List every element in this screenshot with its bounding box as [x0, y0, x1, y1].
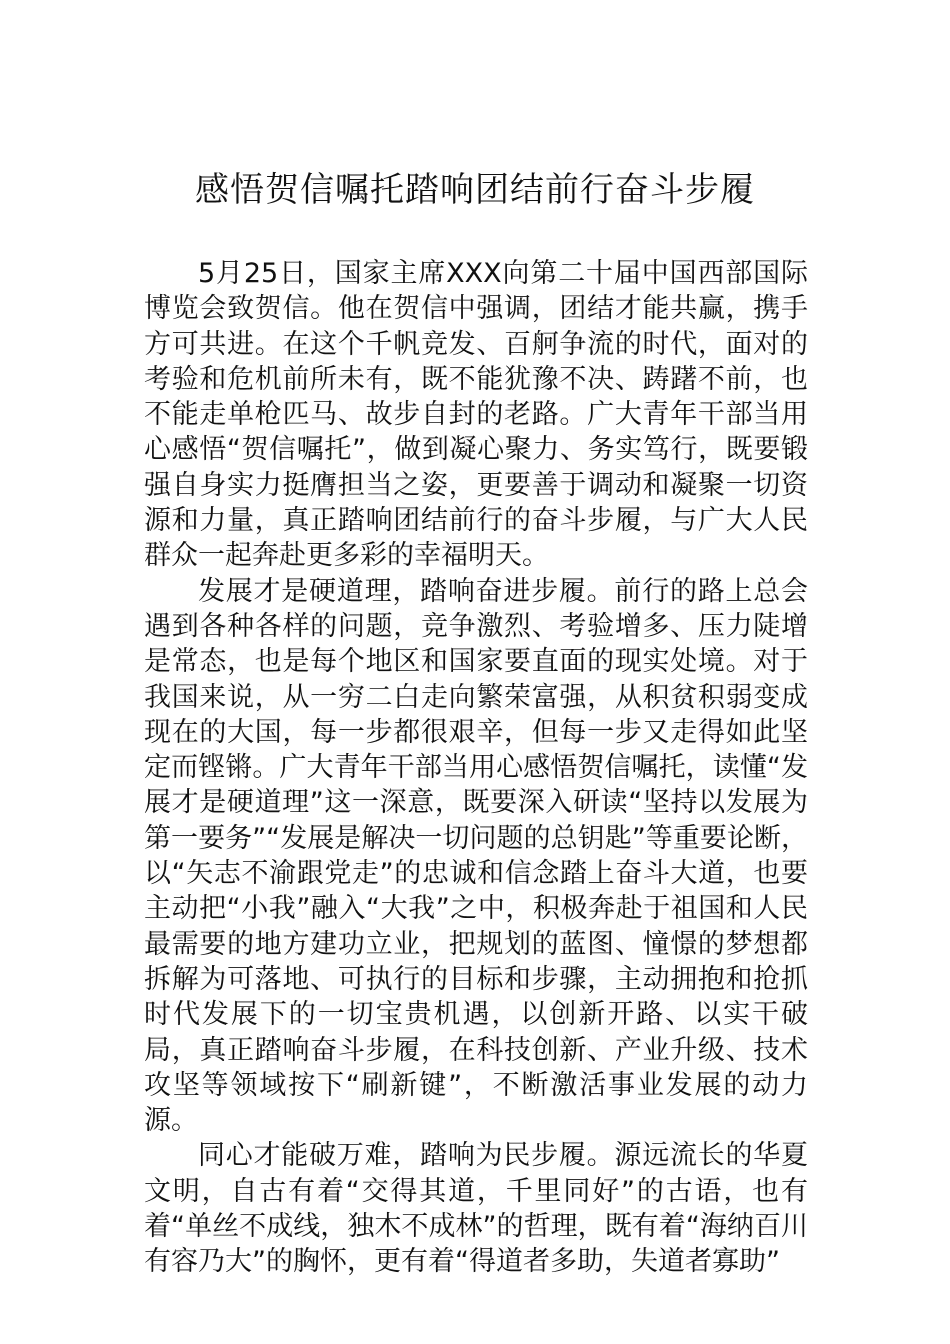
document-body	[144, 256, 808, 1280]
paragraph-3: 同心才能破万难，踏响为民步履。源远流长的华夏文明，自古有着“交得其道，千里同好”的古语，也有着“单丝不成线，独木不成林”的哲理，既有着“海纳百川有容乃大”的胸怀，更有着“得道者多助，失道者寡助”	[144, 1140, 808, 1278]
document-title: 感悟贺信嘱托踏响团结前行奋斗步履	[195, 170, 755, 210]
paragraph-2: 发展才是硬道理，踏响奋进步履。前行的路上总会遇到各种各样的问题，竞争激烈、考验增多、压力陡增是常态，也是每个地区和国家要直面的现实处境。对于我国来说，从一穷二白走向繁荣富强，从积贫积弱变成现在的大国，每一步都很艰辛，但每一步又走得如此坚定而铿锵。广大青年干部当用心感悟贺信嘱托，读懂“发展才是硬道理”这一深意，既要深入研读“坚持以发展为第一要务”“发展是解决一切问题的总钥匙”等重要论断，以“矢志不渝跟党走”的忠诚和信念踏上奋斗大道，也要主动把“小我”融入“大我”之中，积极奔赴于祖国和人民最需要的地方建功立业，把规划的蓝图、憧憬的梦想都拆解为可落地、可执行的目标和步骤，主动拥抱和抢抓时代发展下的一切宝贵机遇，以创新开路、以实干破局，真正踏响奋斗步履，在科技创新、产业升级、技术攻坚等领域按下“刷新键”，不断激活事业发展的动力源。	[144, 575, 808, 1137]
paragraph-1: 5月25日，国家主席XXX向第二十届中国西部国际博览会致贺信。他在贺信中强调，团结才能共赢，携手方可共进。在这个千帆竞发、百舸争流的时代，面对的考验和危机前所未有，既不能犹豫不决、踌躇不前，也不能走单枪匹马、故步自封的老路。广大青年干部当用心感悟“贺信嘱托”，做到凝心聚力、务实笃行，既要锻强自身实力挺膺担当之姿，更要善于调动和凝聚一切资源和力量，真正踏响团结前行的奋斗步履，与广大人民群众一起奔赴更多彩的幸福明天。	[144, 258, 808, 572]
